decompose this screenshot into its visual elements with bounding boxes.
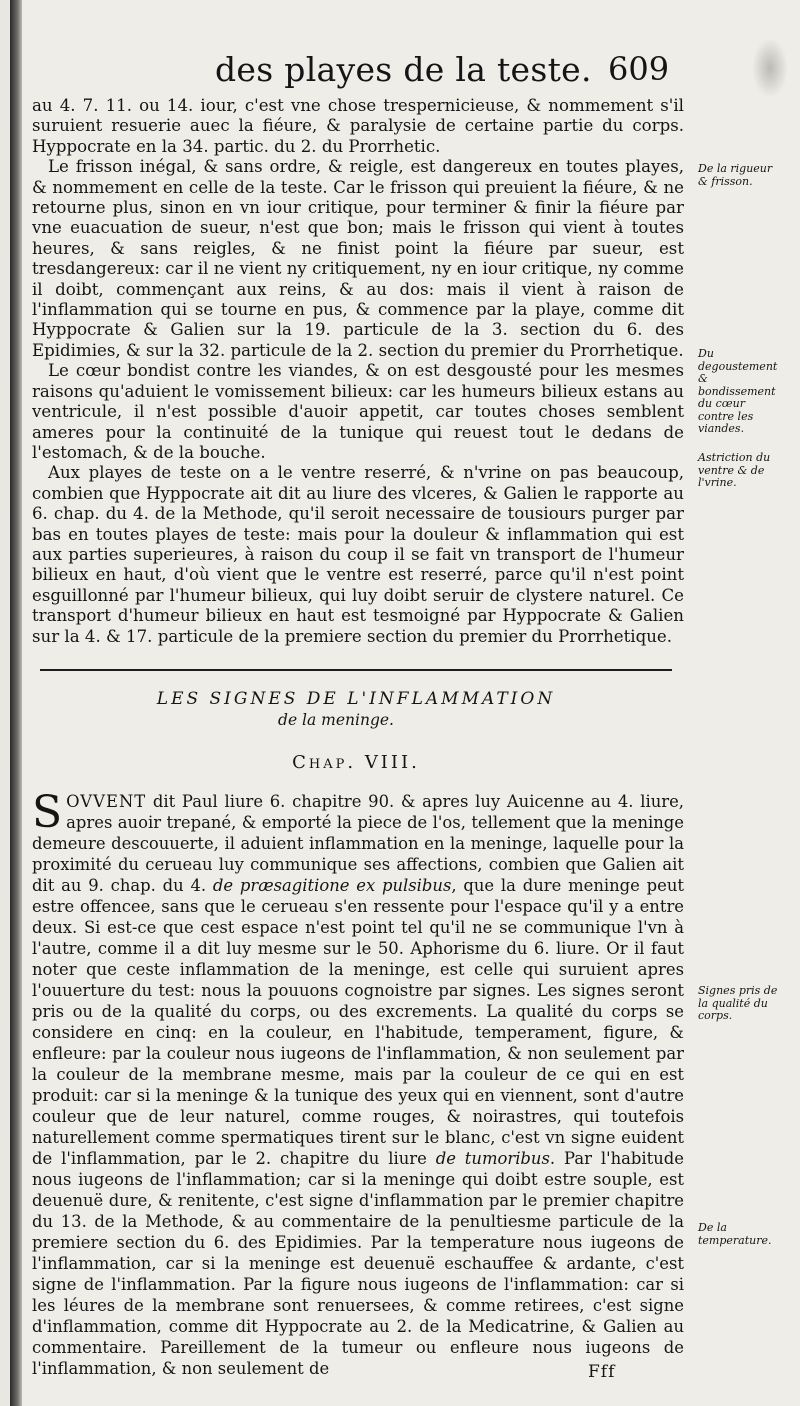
citation: de tumoribus <box>435 1149 550 1168</box>
paragraph <box>32 787 684 1379</box>
chapter-subtitle: de la meninge. <box>278 711 394 729</box>
section-one-text <box>32 96 684 647</box>
section-divider <box>40 669 672 671</box>
margin-note: De la temperature. <box>698 1221 772 1247</box>
signature-mark: Fff <box>588 1362 616 1382</box>
margin-note: Signes pris de la qualité du corps. <box>698 984 778 1022</box>
running-title: des playes de la teste. <box>215 50 592 89</box>
citation: de præsagitione ex pulsibus <box>212 876 452 895</box>
chapter-heading <box>40 688 672 773</box>
paragraph: Aux playes de teste on a le ventre reserré, & n'vrine on pas beaucoup, combien que Hyppocrate ait dit au liure des vlceres, & Galien le rapporte au 6. chap. du 4. de la Methode, qu'il seroit necessaire de tousiours purger par bas en toutes playes de teste: mais pour la douleur & inflammation qui est aux parties superieures, à raison du coup il se fait vn transport de l'humeur bilieux en haut, d'où vient que le ventre est reserré, parce qu'il n'est point esguillonné par l'humeur bilieux, qui luy doibt seruir de clystere naturel. Ce transport d'humeur bilieux en haut est tesmoigné par Hyppocrate & Galien sur la 4. & 17. particule de la premiere section du premier du Prorrhetique. <box>32 463 684 646</box>
page-number: 609 <box>608 50 670 88</box>
section-two-text <box>32 787 684 1379</box>
text-run: , que la dure meninge peut estre offencee, sans que le cerueau s'en ressente pour l'espace qu'il y a entre deux. Si est-ce que cest espace n'est point tel qu'il ne se communique l'vn à l'autre, comme il a dit luy mesme sur le 50. Aphorisme du 6. liure. Or il faut noter que ceste inflammation de la meninge, est celle qui suruient apres l'ouuerture du test: nous la pouuons cognoistre par signes. Les signes seront pris ou de la qualité du corps, ou des excrements. La qualité du corps se considere en cinq: en la couleur, en l'habitude, temperament, figure, & enfleure: par la couleur nous iugeons de l'inflammation, & non seulement par la couleur de la membrane mesme, mais par la couleur de ce qui en est produit: car si la meninge & la tunique des yeux qui en viennent, sont d'autre couleur que de leur naturel, comme rouges, & noirastres, qui toutefois naturellement comme spermatiques tirent sur le blanc, c'est vn signe euident de l'inflammation, par le 2. chapitre du liure <box>32 876 684 1168</box>
margin-note: Du degoustement & bondissement du cœur contre les viandes. <box>698 347 778 435</box>
lead-word: OVVENT <box>66 792 147 811</box>
margin-note: De la rigueur & frisson. <box>698 162 773 188</box>
book-spine-shadow <box>10 0 22 1406</box>
text-run: dit Paul liure 6. chapitre 90. & apres luy Auicenne au 4. liure, apres auoir trepané, & emporté la piece de l'os, tellement que la meninge demeure descouuerte, il aduient inflammation en la meninge, laquelle pour la proximité du cerueau luy communique ses affections, combien que Galien ait dit au 9. chap. du 4. <box>32 792 684 895</box>
paragraph: Le cœur bondist contre les viandes, & on est desgousté pour les mesmes raisons qu'aduient le vomissement bilieux: car les humeurs bilieux estans au ventricule, il n'est possible d'auoir appetit, car toutes choses semblent ameres pour la continuité de la tunique qui reuest tout le dedans de l'estomach, & de la bouche. <box>32 361 684 462</box>
chapter-title: LES SIGNES DE L'INFLAMMATION <box>156 689 556 709</box>
drop-cap: S <box>32 787 63 838</box>
paragraph: Le frisson inégal, & sans ordre, & reigle, est dangereux en toutes playes, & nommement en celle de la teste. Car le frisson qui preuient la fiéure, & ne retourne plus, sinon en vn iour critique, pour terminer & finir la fiéure par vne euacuation de sueur, n'est que bon; mais le frisson qui vient à toutes heures, & sans reigles, & ne finist point la fiéure par sueur, est tresdangereux: car il ne vient ny critiquement, ny en iour critique, ny comme il doibt, commençant aux reins, & au dos: mais il vient à raison de l'inflammation qui se tourne en pus, & commence par la playe, comme dit Hyppocrate & Galien sur la 19. particule de la 3. section du 6. des Epidimies, & sur la 32. particule de la 2. section du premier du Prorrhetique. <box>32 157 684 360</box>
book-page <box>10 0 800 1406</box>
text-run: . Par l'habitude nous iugeons de l'inflammation; car si la meninge qui doibt estre souple, est deuenuë dure, & renitente, c'est signe d'inflammation par le premier chapitre du 13. de la Methode, & au commentaire de la penultiesme particule de la premiere section du 6. des Epidimies. Par la temperature nous iugeons de l'inflammation, car si la meninge est deuenuë eschauffee & ardante, c'est signe de l'inflammation. Par la figure nous iugeons de l'inflammation: car si les léures de la membrane sont renuersees, & comme retirees, c'est signe d'inflammation, comme dit Hyppocrate au 2. de la Medicatrine, & Galien au commentaire. Pareillement de la tumeur ou enfleure nous iugeons de l'inflammation, & non seulement de <box>32 1149 684 1378</box>
margin-note: Astriction du ventre & de l'vrine. <box>698 451 771 489</box>
paragraph: au 4. 7. 11. ou 14. iour, c'est vne chose trespernicieuse, & nommement s'il suruient resuerie auec la fiéure, & paralysie de certaine partie du corps. Hyppocrate en la 34. partic. du 2. du Prorrhetic. <box>32 96 684 156</box>
running-head <box>10 50 800 100</box>
chapter-number: Chap. VIII. <box>292 752 420 773</box>
